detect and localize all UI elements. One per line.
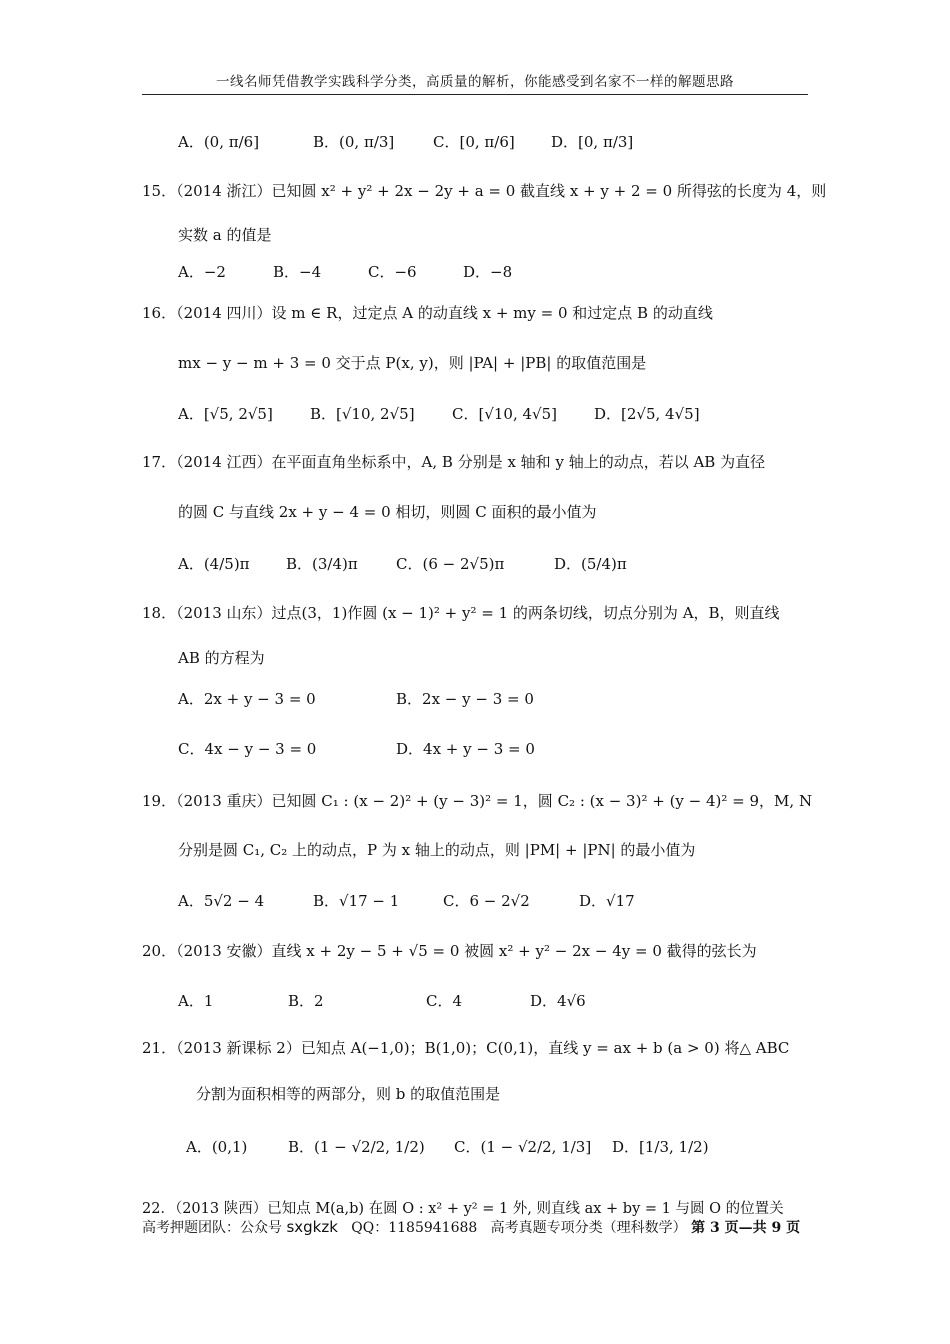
option: B．−4	[273, 263, 322, 281]
option: A．−2	[178, 263, 226, 281]
q15-options	[178, 261, 512, 283]
question-21-stem-cont: 分割为面积相等的两部分，则 b 的取值范围是	[196, 1085, 501, 1103]
option: A．2x + y − 3 = 0	[178, 690, 316, 708]
option: A．(4/5)π	[178, 555, 250, 573]
option: D．4x + y − 3 = 0	[396, 740, 535, 758]
option: A．5√2 − 4	[178, 892, 265, 910]
footer-qq: QQ：1185941688	[351, 1220, 478, 1236]
footer-account: sxgkzk	[286, 1218, 338, 1236]
option: B．(0, π/3]	[313, 133, 395, 151]
question-17-stem-cont: 的圆 C 与直线 2x + y − 4 = 0 相切，则圆 C 面积的最小值为	[178, 503, 597, 521]
option: C．[√10, 4√5]	[452, 405, 558, 423]
option: D．(5/4)π	[554, 555, 627, 573]
option: C．6 − 2√2	[443, 892, 530, 910]
option: D．[2√5, 4√5]	[594, 405, 700, 423]
option: C．(1 − √2/2, 1/3]	[454, 1138, 592, 1156]
option: B．√17 − 1	[313, 892, 400, 910]
q14-options	[178, 131, 633, 153]
option: A．[√5, 2√5]	[178, 405, 273, 423]
question-19-stem-cont: 分别是圆 C₁, C₂ 上的动点，P 为 x 轴上的动点，则 |PM| + |PN| 的最小值为	[178, 841, 696, 859]
option: D．4√6	[530, 992, 586, 1010]
option: B．2x − y − 3 = 0	[396, 690, 534, 708]
footer-category: 高考真题专项分类（理科数学）	[490, 1220, 687, 1236]
footer-team: 高考押题团队：公众号	[142, 1220, 282, 1236]
question-17-stem: 17．（2014 江西）在平面直角坐标系中，A, B 分别是 x 轴和 y 轴上的动点，若以 AB 为直径	[142, 453, 766, 471]
question-18-stem: 18．（2013 山东）过点(3，1)作圆 (x − 1)² + y² = 1 的两条切线，切点分别为 A，B，则直线	[142, 604, 780, 622]
question-21-stem: 21．（2013 新课标 2）已知点 A(−1,0)；B(1,0)；C(0,1)，直线 y = ax + b (a > 0) 将△ ABC	[142, 1039, 790, 1057]
option: A．(0,1)	[186, 1138, 248, 1156]
q21-options	[186, 1136, 709, 1158]
option: B．(1 − √2/2, 1/2)	[288, 1138, 425, 1156]
option: B．[√10, 2√5]	[310, 405, 415, 423]
option: B．(3/4)π	[286, 555, 358, 573]
option: B．2	[288, 992, 324, 1010]
page-footer	[142, 1217, 800, 1237]
q20-options	[178, 990, 586, 1012]
header-divider	[142, 94, 808, 95]
question-19-stem: 19．（2013 重庆）已知圆 C₁ : (x − 2)² + (y − 3)² = 1，圆 C₂ : (x − 3)² + (y − 4)² = 9，M, N	[142, 792, 813, 810]
q18-options-row2	[178, 738, 535, 760]
option: C．(6 − 2√5)π	[396, 555, 505, 573]
option: C．−6	[368, 263, 417, 281]
q17-options	[178, 553, 627, 575]
option: C．4x − y − 3 = 0	[178, 740, 317, 758]
option: A．(0, π/6]	[178, 133, 260, 151]
q18-options-row1	[178, 688, 534, 710]
question-16-stem: 16．（2014 四川）设 m ∈ R，过定点 A 的动直线 x + my = 0 和过定点 B 的动直线	[142, 304, 713, 322]
question-15-stem-cont: 实数 a 的值是	[178, 226, 272, 244]
option: C．4	[426, 992, 463, 1010]
question-22-stem: 22．（2013 陕西）已知点 M(a,b) 在圆 O : x² + y² = 1 外, 则直线 ax + by = 1 与圆 O 的位置关	[142, 1201, 784, 1217]
option: D．√17	[579, 892, 635, 910]
option: D．[1/3, 1/2)	[612, 1138, 709, 1156]
footer-page: 第 3 页—共 9 页	[691, 1220, 801, 1236]
q19-options	[178, 890, 635, 912]
option: A．1	[178, 992, 214, 1010]
option: D．−8	[463, 263, 513, 281]
question-15-stem: 15．（2014 浙江）已知圆 x² + y² + 2x − 2y + a = 0 截直线 x + y + 2 = 0 所得弦的长度为 4，则	[142, 182, 827, 200]
option: D．[0, π/3]	[551, 133, 634, 151]
question-16-stem-cont: mx − y − m + 3 = 0 交于点 P(x, y)，则 |PA| + |PB| 的取值范围是	[178, 354, 647, 372]
option: C．[0, π/6]	[433, 133, 515, 151]
question-18-stem-cont: AB 的方程为	[178, 649, 265, 667]
question-20-stem: 20．（2013 安徽）直线 x + 2y − 5 + √5 = 0 被圆 x² + y² − 2x − 4y = 0 截得的弦长为	[142, 942, 757, 960]
page-header: 一线名师凭借教学实践科学分类，高质量的解析，你能感受到名家不一样的解题思路	[216, 74, 734, 90]
q16-options	[178, 403, 700, 425]
